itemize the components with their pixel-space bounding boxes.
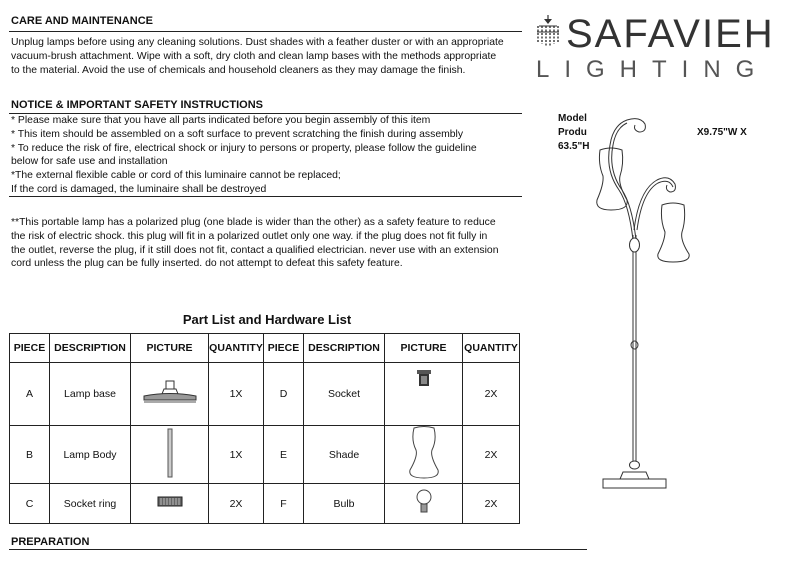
table-row: B Lamp Body 1X E Shade 2X [10, 426, 520, 484]
header-quantity: QUANTITY [463, 334, 520, 363]
product-label: Produ [558, 127, 587, 138]
care-text: Unplug lamps before using any cleaning solutions. Dust shades with a feather duster or with an appropriate vacuum-brush attachment. Wipe with a soft, dry cloth and clean lamp bases with the methods appropriate to the material. Avoid the use of chemicals and household cleaners as they may damage the finish. [11, 37, 504, 76]
brand-name: SAFAVIEH [566, 12, 775, 56]
header-piece: PIECE [10, 334, 50, 363]
header-quantity: QUANTITY [209, 334, 264, 363]
bulb-picture [385, 484, 463, 524]
header-picture: PICTURE [131, 334, 209, 363]
height-text: 63.5"H [558, 141, 590, 152]
socket-picture [385, 363, 463, 426]
plug-notice: **This portable lamp has a polarized plug (one blade is wider than the other) as a safety feature to reduce the risk of electric shock. this plug will fit in a polarized outlet only one way. if the plug does not fit fully in the outlet, reverse the plug, if it still does not fit, contact a qualified electrician. never use with an extension cord unless the plug can be fully inserted. do not attempt to defeat this safety feature. [11, 217, 499, 270]
divider [9, 196, 522, 197]
table-header-row [10, 334, 520, 363]
divider [9, 31, 522, 32]
care-heading: CARE AND MAINTENANCE [11, 15, 153, 27]
header-piece: PIECE [264, 334, 304, 363]
brand-sub: LIGHTING [536, 56, 770, 83]
safety-heading: NOTICE & IMPORTANT SAFETY INSTRUCTIONS [11, 99, 263, 111]
parts-table [9, 333, 520, 524]
floor-lamp-illustration [585, 110, 695, 495]
socket-ring-picture [131, 484, 209, 524]
chandelier-logo-icon [532, 14, 564, 48]
lamp-body-picture [131, 426, 209, 484]
lamp-base-picture [131, 363, 209, 426]
parts-title: Part List and Hardware List [182, 312, 352, 327]
header-description: DESCRIPTION [304, 334, 385, 363]
dimensions-text: X9.75"W X [697, 127, 747, 138]
divider [9, 549, 587, 550]
preparation-heading: PREPARATION [11, 536, 90, 548]
table-row: C Socket ring 2X F Bulb 2X [10, 484, 520, 524]
header-picture: PICTURE [385, 334, 463, 363]
safety-text: * Please make sure that you have all parts indicated before you begin assembly of this item * This item should be assembled on a soft surface to prevent scratching the finish during assembly * To reduce the risk of fire, electrical shock or injury to persons or property, please follow the guideline below for safe use and installation *The external flexible cable or cord of this luminaire cannot be replaced; If the cord is damaged, the luminaire shall be destroyed [11, 115, 477, 195]
model-label: Model [558, 113, 587, 124]
table-row: A Lamp base 1X D Socket 2X [10, 363, 520, 426]
shade-picture [385, 426, 463, 484]
header-description: DESCRIPTION [50, 334, 131, 363]
